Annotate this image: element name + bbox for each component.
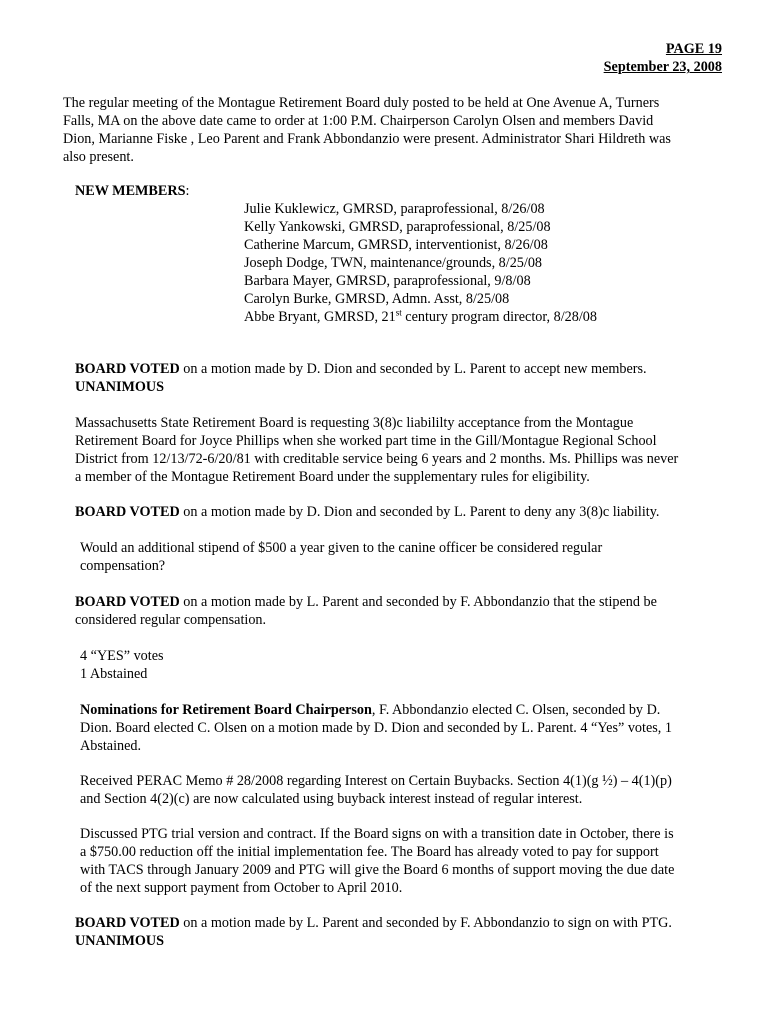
new-members-heading	[75, 182, 189, 200]
vote-result: UNANIMOUS	[75, 379, 165, 395]
intro-line: The regular meeting of the Montague Retirement Board duly posted to be held at One Avenue A, Turners	[63, 95, 660, 111]
paragraph-line: Abstained.	[80, 738, 142, 754]
paragraph-line: compensation?	[80, 558, 166, 574]
list-item: Carolyn Burke, GMRSD, Admn. Asst, 8/25/08	[244, 291, 510, 307]
paragraph-line: Would an additional stipend of $500 a year given to the canine officer be considered regular	[80, 540, 603, 556]
list-item: Joseph Dodge, TWN, maintenance/grounds, 8/25/08	[244, 255, 543, 271]
ptg-paragraph	[80, 825, 674, 897]
paragraph-line: of the next support payment from October to April 2010.	[80, 880, 403, 896]
paragraph-line: Massachusetts State Retirement Board is requesting 3(8)c liabililty acceptance from the Montague	[75, 415, 634, 431]
paragraph-line: Dion. Board elected C. Olsen on a motion made by D. Dion and seconded by L. Parent. 4 “Yes” votes, 1	[80, 720, 672, 736]
list-item	[244, 308, 597, 326]
page-number: PAGE 19	[665, 41, 722, 57]
paragraph-line: District from 12/13/72-6/20/81 with creditable service being 6 years and 2 months. Ms. Phillips was never	[75, 451, 679, 467]
new-members-heading-text: NEW MEMBERS	[75, 183, 186, 199]
vote-sign-ptg	[75, 914, 672, 950]
new-members-list	[244, 200, 597, 326]
paragraph-line: and Section 4(2)(c) are now calculated using buyback interest instead of regular interest.	[80, 791, 583, 807]
list-item: Julie Kuklewicz, GMRSD, paraprofessional, 8/26/08	[244, 201, 545, 217]
list-item-text: Abbe Bryant, GMRSD, 21	[244, 309, 396, 325]
vote-text: on a motion made by D. Dion and seconded by L. Parent to deny any 3(8)c liability.	[179, 504, 660, 520]
paragraph-line: a $750.00 reduction off the initial implementation fee. The Board has already voted to pay for support	[80, 844, 659, 860]
vote-deny-liability	[75, 503, 659, 521]
paragraph-text: , F. Abbondanzio elected C. Olsen, seconded by D.	[371, 702, 661, 718]
vote-result: UNANIMOUS	[75, 933, 165, 949]
paragraph-line: Retirement Board for Joyce Phillips when she worked part time in the Gill/Montague Regional School	[75, 433, 657, 449]
perac-paragraph	[80, 772, 672, 808]
vote-text: on a motion made by L. Parent and seconded by F. Abbondanzio to sign on with PTG.	[179, 915, 672, 931]
yes-votes: 4 “YES” votes	[80, 648, 164, 664]
nominations-paragraph	[80, 701, 672, 755]
paragraph-line: Received PERAC Memo # 28/2008 regarding Interest on Certain Buybacks. Section 4(1)(g ½) – 4(1)(p)	[80, 773, 672, 789]
intro-line: Falls, MA on the above date came to order at 1:00 P.M. Chairperson Carolyn Olsen and members David	[63, 113, 654, 129]
board-voted-label: BOARD VOTED	[75, 504, 180, 520]
intro-paragraph	[63, 94, 671, 166]
list-item-text: century program director, 8/28/08	[401, 309, 597, 325]
vote-text: on a motion made by L. Parent and seconded by F. Abbondanzio that the stipend be	[179, 594, 657, 610]
meeting-date: September 23, 2008	[603, 59, 722, 75]
mass-state-paragraph	[75, 414, 678, 486]
paragraph-line: Discussed PTG trial version and contract. If the Board signs on with a transition date in October, there is	[80, 826, 674, 842]
vote-text: considered regular compensation.	[75, 612, 267, 628]
intro-line: also present.	[63, 149, 134, 165]
board-voted-label: BOARD VOTED	[75, 594, 180, 610]
abstained-votes: 1 Abstained	[80, 666, 148, 682]
paragraph-line: a member of the Montague Retirement Board under the supplementary rules for eligibility.	[75, 469, 590, 485]
vote-accept-members	[75, 360, 647, 396]
list-item: Kelly Yankowski, GMRSD, paraprofessional, 8/25/08	[244, 219, 551, 235]
ordinal-suffix: st	[395, 307, 402, 318]
page-header	[604, 40, 722, 76]
list-item: Catherine Marcum, GMRSD, interventionist, 8/26/08	[244, 237, 548, 253]
new-members-colon: :	[185, 183, 190, 199]
vote-tally	[80, 647, 164, 683]
nominations-heading: Nominations for Retirement Board Chairperson	[80, 702, 372, 718]
board-voted-label: BOARD VOTED	[75, 361, 180, 377]
intro-line: Dion, Marianne Fiske , Leo Parent and Frank Abbondanzio were present. Administrator Shari Hildreth was	[63, 131, 671, 147]
stipend-question	[80, 539, 602, 575]
vote-text: on a motion made by D. Dion and seconded by L. Parent to accept new members.	[179, 361, 647, 377]
paragraph-line: with TACS through January 2009 and PTG will give the Board 6 months of support moving the due date	[80, 862, 675, 878]
board-voted-label: BOARD VOTED	[75, 915, 180, 931]
vote-stipend	[75, 593, 657, 629]
list-item: Barbara Mayer, GMRSD, paraprofessional, 9/8/08	[244, 273, 531, 289]
